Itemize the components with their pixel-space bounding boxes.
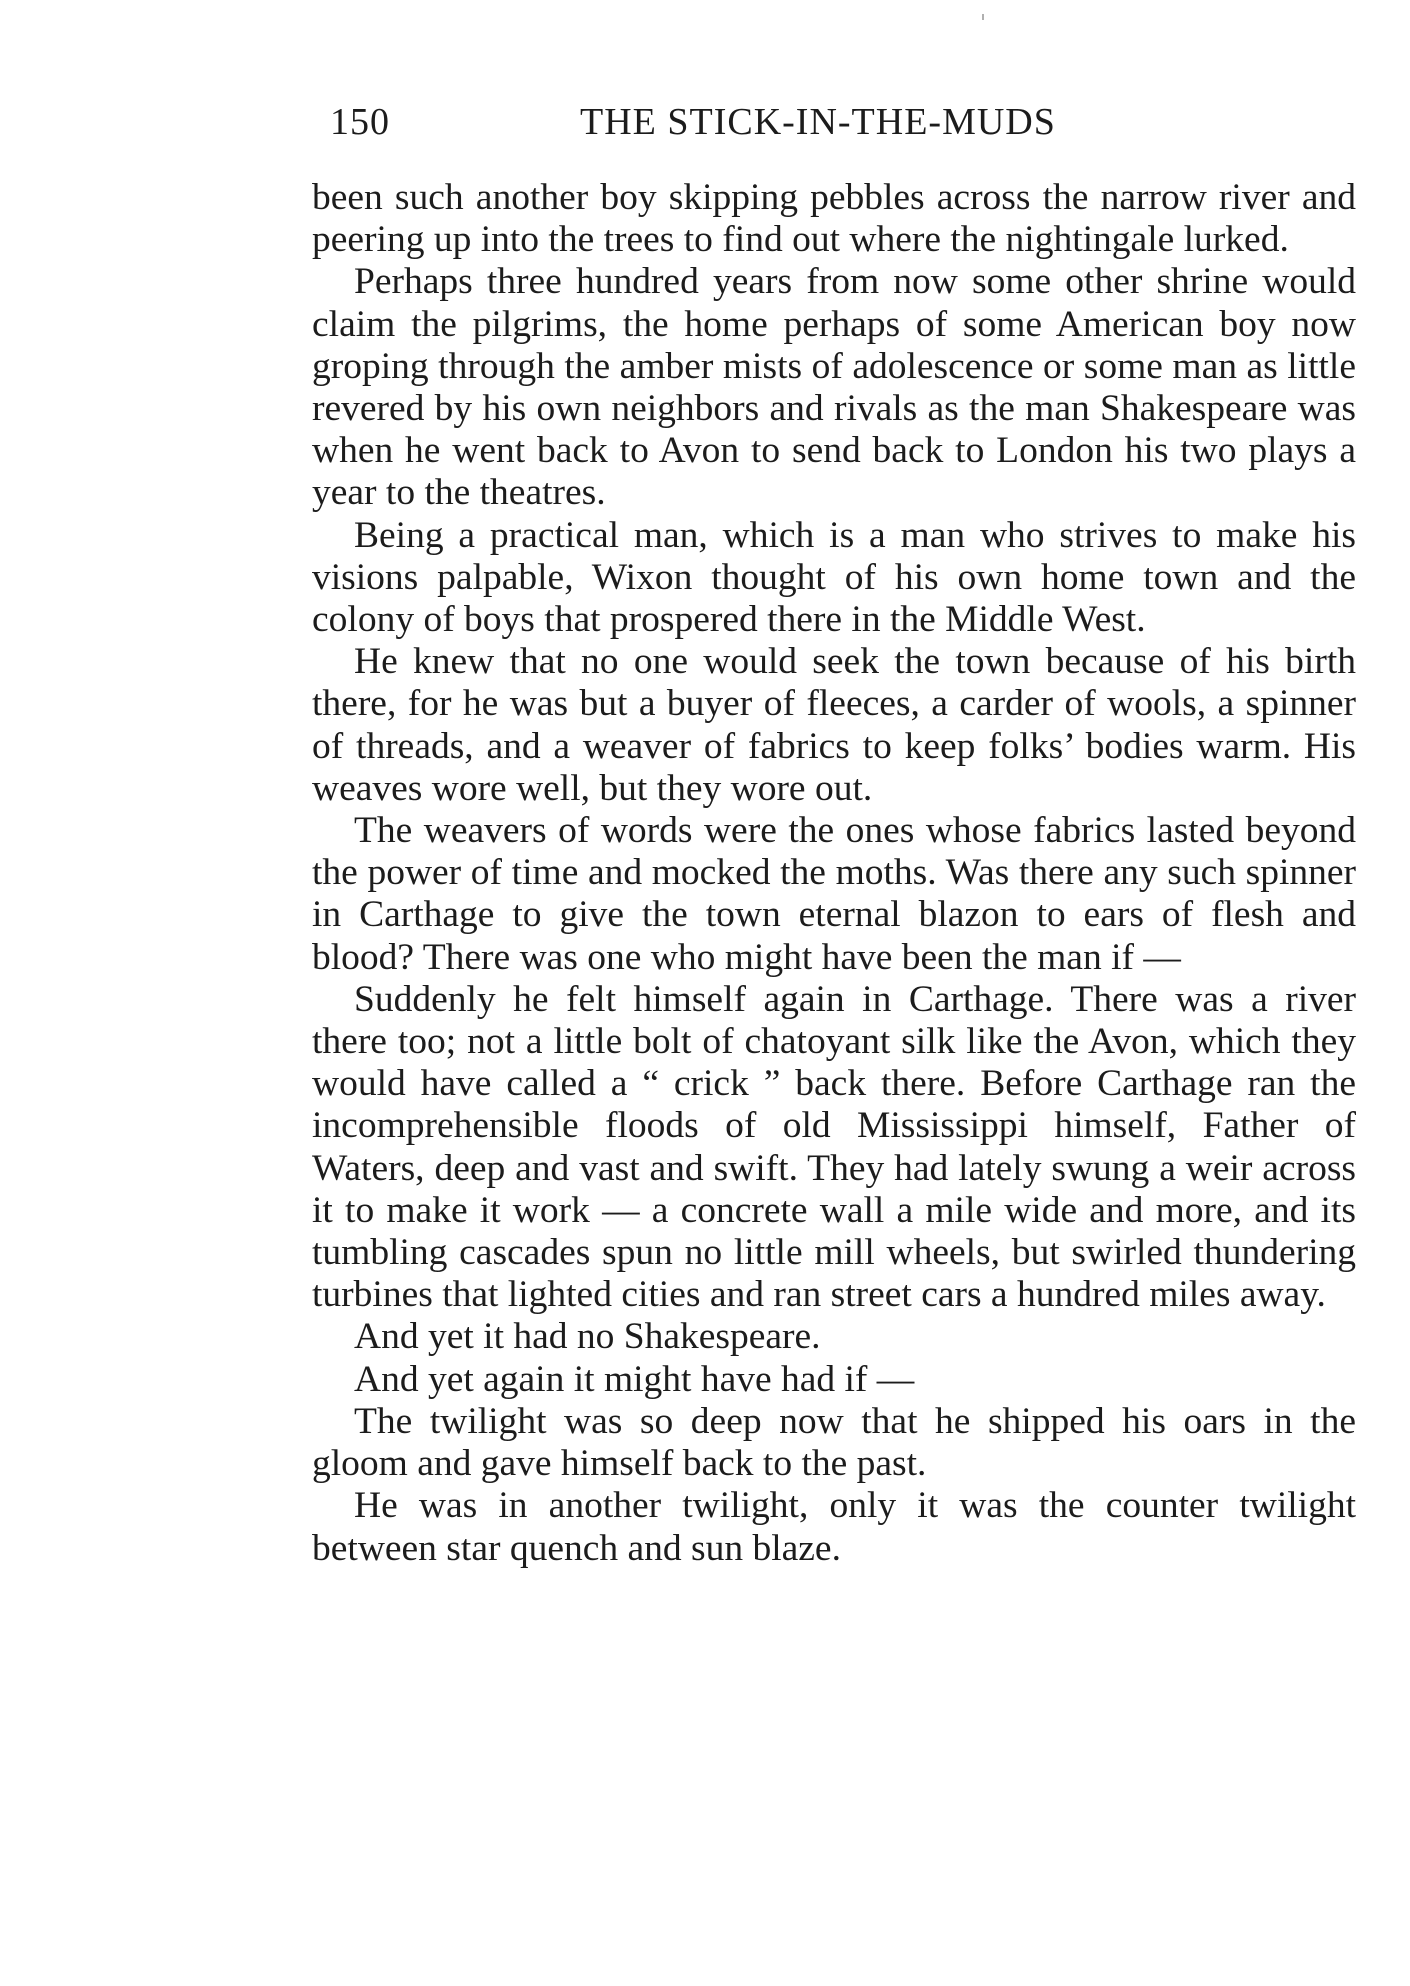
paragraph: And yet again it might have had if — [354, 1358, 915, 1400]
paragraph: He knew that no one would seek the town because of his birth there, for he was but a buyer of fleeces, a carder of wools, a spinner of threads, and a weaver of fabrics to keep folks’ bodies warm. His weaves wore well, but they wore out. [312, 641, 1356, 809]
paragraph: Being a practical man, which is a man who strives to make his visions palpable, Wixon thought of his own home town and the colony of boys that prospered there in the Middle West. [312, 514, 1356, 641]
paragraph: been such another boy skipping pebbles across the narrow river and peering up into the trees to find out where the nightingale lurked. [312, 177, 1356, 261]
page-number: 150 [330, 101, 390, 143]
running-head: THE STICK-IN-THE-MUDS [580, 101, 1056, 143]
paragraph: Perhaps three hundred years from now some other shrine would claim the pilgrims, the home perhaps of some American boy now groping through the amber mists of adolescence or some man as little revered by his own neighbors and rivals as the man Shakespeare was when he went back to Avon to send back to London his two plays a year to the theatres. [312, 261, 1356, 514]
page-header [330, 100, 1140, 152]
paragraph: The twilight was so deep now that he shipped his oars in the gloom and gave himself back to the past. [312, 1400, 1356, 1485]
paragraph: And yet it had no Shakespeare. [354, 1316, 821, 1358]
paragraph: He was in another twilight, only it was the counter twilight between star quench and sun blaze. [312, 1485, 1356, 1569]
paper-speck [982, 14, 984, 20]
body-text [312, 177, 1356, 1570]
paragraph: The weavers of words were the ones whose fabrics lasted beyond the power of time and mocked the moths. Was there any such spinner in Carthage to give the town eternal blazon to ears of flesh and blood? There was one who might have been the man if — [312, 810, 1356, 978]
paragraph: Suddenly he felt himself again in Carthage. There was a river there too; not a little bolt of chatoyant silk like the Avon, which they would have called a “ crick ” back there. Before Carthage ran the incomprehensible floods of old Mississippi himself, Father of Waters, deep and vast and swift. They had lately swung a weir across it to make it work — a concrete wall a mile wide and more, and its tumbling cascades spun no little mill wheels, but swirled thundering turbines that lighted cities and ran street cars a hundred miles away. [312, 978, 1356, 1316]
